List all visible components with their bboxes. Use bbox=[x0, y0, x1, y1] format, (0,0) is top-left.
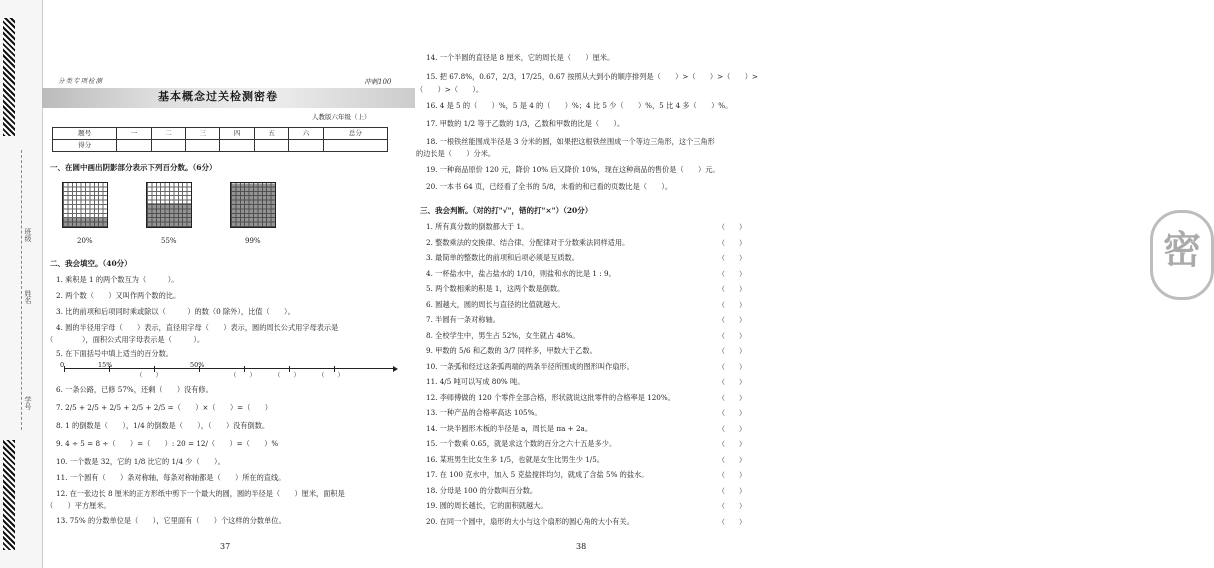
answer-blank[interactable]: （ ） bbox=[718, 455, 746, 464]
answer-blank[interactable]: （ ） bbox=[718, 362, 746, 371]
score-cell: 一 bbox=[117, 128, 151, 140]
question-line: 19. 一种商品原价 120 元，降价 10% 后又降价 10%，现在这种商品的售价是（ ）元。 bbox=[426, 165, 720, 174]
judgement-item: 7. 半圆有一条对称轴。 bbox=[426, 315, 500, 324]
left-page bbox=[42, 0, 415, 568]
question-line: 18. 一根铁丝能围成半径是 3 分米的圆，如果把这根铁丝围成一个等边三角形，这个三角形 bbox=[426, 137, 715, 146]
question-line: 的边长是（ ）分米。 bbox=[416, 149, 496, 158]
score-cell: 题号 bbox=[53, 128, 117, 140]
number-line bbox=[64, 368, 394, 369]
number-line-blank[interactable]: （ ） bbox=[136, 371, 162, 379]
answer-blank[interactable]: （ ） bbox=[718, 378, 746, 386]
score-value-row bbox=[53, 140, 388, 152]
grid-label: 20% bbox=[77, 237, 93, 245]
score-header-row bbox=[53, 128, 388, 140]
answer-blank[interactable]: （ ） bbox=[718, 254, 746, 262]
question-line: 13. 75% 的分数单位是（ ），它里面有（ ）个这样的分数单位。 bbox=[56, 516, 286, 525]
binding-label-id: 学号 bbox=[24, 396, 32, 410]
score-input[interactable] bbox=[289, 140, 323, 152]
grid-label: 55% bbox=[161, 237, 177, 245]
score-cell: 得分 bbox=[53, 140, 117, 152]
number-line-blank[interactable]: （ ） bbox=[274, 371, 300, 379]
answer-blank[interactable]: （ ） bbox=[718, 502, 746, 510]
judgement-item: 16. 某班男生比女生多 1/5，也就是女生比男生少 1/5。 bbox=[426, 454, 604, 464]
score-input[interactable] bbox=[151, 140, 185, 152]
judgement-item: 3. 最简单的整数比的前项和后项必须是互质数。 bbox=[426, 253, 579, 262]
score-input[interactable] bbox=[323, 140, 387, 152]
arrow-icon bbox=[393, 366, 398, 372]
question-line: 8. 1 的倒数是（ ），1/4 的倒数是（ ），（ ）没有倒数。 bbox=[56, 421, 270, 430]
answer-blank[interactable]: （ ） bbox=[718, 440, 746, 448]
number-line-blank[interactable]: （ ） bbox=[318, 371, 344, 379]
question-line: 2. 两个数（ ）又叫作两个数的比。 bbox=[56, 291, 181, 300]
score-cell: 四 bbox=[220, 128, 254, 140]
score-cell: 总分 bbox=[323, 128, 387, 140]
judgement-item: 2. 整数乘法的交换律、结合律、分配律对于分数乘法同样适用。 bbox=[426, 237, 630, 247]
hundred-grid[interactable] bbox=[62, 182, 108, 228]
judgement-item: 13. 一种产品的合格率高达 105%。 bbox=[426, 408, 542, 417]
page-title: 基本概念过关检测密卷 bbox=[158, 90, 278, 103]
answer-blank[interactable]: （ ） bbox=[718, 223, 746, 231]
question-line: 11. 一个圆有（ ）条对称轴，每条对称轴都是（ ）所在的直线。 bbox=[56, 473, 286, 482]
score-cell: 六 bbox=[289, 128, 323, 140]
cut-line bbox=[21, 150, 22, 430]
answer-blank[interactable]: （ ） bbox=[718, 238, 746, 247]
right-page bbox=[416, 0, 1202, 568]
page-number: 37 bbox=[220, 542, 231, 551]
judgement-item: 8. 全校学生中，男生占 52%，女生就占 48%。 bbox=[426, 330, 580, 340]
confidential-stamp bbox=[1150, 210, 1214, 300]
stamp-char: 密 bbox=[1163, 227, 1202, 272]
answer-blank[interactable]: （ ） bbox=[718, 409, 746, 417]
hundred-grid[interactable] bbox=[146, 182, 192, 228]
number-line-tick bbox=[64, 366, 65, 372]
binding-label-name: 姓名 bbox=[24, 290, 32, 304]
score-input[interactable] bbox=[254, 140, 288, 152]
question-line: （ ）>（ ）。 bbox=[416, 85, 484, 94]
judgement-item: 12. 李师傅做的 120 个零件全部合格，形状就说这批零件的合格率是 120%。 bbox=[426, 392, 675, 402]
answer-blank[interactable]: （ ） bbox=[718, 300, 746, 309]
score-cell: 二 bbox=[151, 128, 185, 140]
question-line: 9. 4 ÷ 5 = 8 ÷（ ）=（ ）: 20 = 12/（ ）=（ ）% bbox=[56, 439, 279, 448]
score-cell: 五 bbox=[254, 128, 288, 140]
judgement-item: 9. 甲数的 5/6 和乙数的 3/7 同样多，甲数大于乙数。 bbox=[426, 346, 597, 355]
answer-blank[interactable]: （ ） bbox=[718, 486, 746, 495]
number-line-label: 15% bbox=[98, 361, 113, 369]
score-input[interactable] bbox=[220, 140, 254, 152]
question-line: 15. 把 67.8%，0.67，2/3，17/25，0.67 按照从大到小的顺序排列是（ ）>（ ）>（ ）> bbox=[426, 72, 758, 81]
question-line: 12. 在一张边长 8 厘米的正方形纸中剪下一个最大的圆，圆的半径是（ ）厘米，面积是 bbox=[56, 489, 345, 498]
binding-strip bbox=[0, 0, 43, 568]
question-line: 1. 乘积是 1 的两个数互为（ ）。 bbox=[56, 275, 179, 284]
answer-blank[interactable]: （ ） bbox=[718, 331, 746, 340]
answer-blank[interactable]: （ ） bbox=[718, 517, 746, 526]
hundred-grid[interactable] bbox=[230, 182, 276, 228]
section-1-heading: 一、在圆中画出阴影部分表示下列百分数。（6分） bbox=[50, 163, 217, 172]
question-line: （ ），面积公式用字母表示是（ ）。 bbox=[46, 335, 205, 344]
grid-label: 99% bbox=[245, 237, 261, 245]
answer-blank[interactable]: （ ） bbox=[718, 347, 746, 355]
judgement-item: 1. 所有真分数的倒数都大于 1。 bbox=[426, 222, 529, 231]
question-line: 7. 2/5 + 2/5 + 2/5 + 2/5 + 2/5 =（ ）×（ ）=（ ） bbox=[56, 403, 272, 412]
section-3-heading: 三、我会判断。（对的打"√"，错的打"×"）（20分） bbox=[420, 206, 593, 215]
answer-blank[interactable]: （ ） bbox=[718, 424, 746, 433]
judgement-item: 17. 在 100 克水中，加入 5 克盐搅拌均匀，就成了含盐 5% 的盐水。 bbox=[426, 470, 649, 479]
number-line-label: 0 bbox=[60, 361, 65, 369]
binding-label-class: 班级 bbox=[24, 228, 32, 242]
answer-blank[interactable]: （ ） bbox=[718, 269, 746, 278]
score-cell: 三 bbox=[186, 128, 220, 140]
score-table bbox=[52, 127, 388, 152]
page-number: 38 bbox=[576, 542, 587, 551]
score-input[interactable] bbox=[117, 140, 151, 152]
section-2-heading: 二、我会填空。（40分） bbox=[50, 259, 132, 268]
question-line: 3. 比的前项和后项同时乘或除以（ ）的数（0 除外），比值（ ）。 bbox=[56, 307, 295, 316]
judgement-item: 5. 两个数相乘的积是 1，这两个数是倒数。 bbox=[426, 284, 565, 293]
hatch-pattern-top bbox=[3, 18, 15, 136]
judgement-item: 19. 圆的周长越长，它的面积就越大。 bbox=[426, 501, 548, 510]
question-line: 4. 圆的半径用字母（ ）表示，直径用字母（ ）表示，圆的周长公式用字母表示是 bbox=[56, 323, 339, 332]
question-line: 5. 在下面括号中填上适当的百分数。 bbox=[56, 349, 173, 358]
number-line-blank[interactable]: （ ） bbox=[230, 371, 256, 379]
judgement-item: 15. 一个数乘 0.65，就是求这个数的百分之六十五是多少。 bbox=[426, 439, 617, 448]
judgement-item: 14. 一块半圆形木板的半径是 a，周长是 πa + 2a。 bbox=[426, 423, 593, 433]
question-line: 14. 一个半圆的直径是 8 厘米，它的周长是（ ）厘米。 bbox=[426, 53, 615, 62]
judgement-item: 4. 一杯盐水中，盐占盐水的 1/10，则盐和水的比是 1 : 9。 bbox=[426, 268, 616, 278]
number-line-label: 50% bbox=[190, 361, 205, 369]
score-input[interactable] bbox=[186, 140, 220, 152]
answer-blank[interactable]: （ ） bbox=[718, 471, 746, 479]
question-line: 17. 甲数的 1/2 等于乙数的 1/3，乙数和甲数的比是（ ）。 bbox=[426, 119, 625, 128]
judgement-item: 10. 一条弧和经过这条弧两端的两条半径所围成的图形叫作扇形。 bbox=[426, 361, 634, 371]
question-line: （ ）平方厘米。 bbox=[46, 501, 111, 510]
question-line: 6. 一条公路，已修 57%，还剩（ ）没有修。 bbox=[56, 385, 213, 394]
answer-blank[interactable]: （ ） bbox=[718, 316, 746, 324]
answer-blank[interactable]: （ ） bbox=[718, 393, 746, 402]
grade-label: 人教版六年级（上） bbox=[312, 113, 371, 121]
judgement-item: 6. 圆越大，圆的周长与直径的比值就越大。 bbox=[426, 299, 565, 309]
series-label: 分类专项检测 bbox=[58, 77, 103, 85]
question-line: 10. 一个数是 32，它的 1/8 比它的 1/4 少（ ）。 bbox=[56, 457, 225, 466]
judgement-item: 20. 在同一个圆中，扇形的大小与这个扇形的圆心角的大小有关。 bbox=[426, 516, 634, 526]
question-line: 20. 一本书 64 页，已经看了全书的 5/8，未看的和已看的页数比是（ ）。 bbox=[426, 182, 673, 191]
judgement-item: 11. 4/5 吨可以写成 80% 吨。 bbox=[426, 377, 525, 386]
answer-blank[interactable]: （ ） bbox=[718, 285, 746, 293]
brand-label: 冲刺100 bbox=[364, 78, 392, 86]
question-line: 16. 4 是 5 的（ ）%，5 是 4 的（ ）%；4 比 5 少（ ）%，5 比 4 多（ ）%。 bbox=[426, 101, 733, 110]
hatch-pattern-bottom bbox=[3, 440, 15, 550]
judgement-item: 18. 分母是 100 的分数叫百分数。 bbox=[426, 485, 538, 495]
